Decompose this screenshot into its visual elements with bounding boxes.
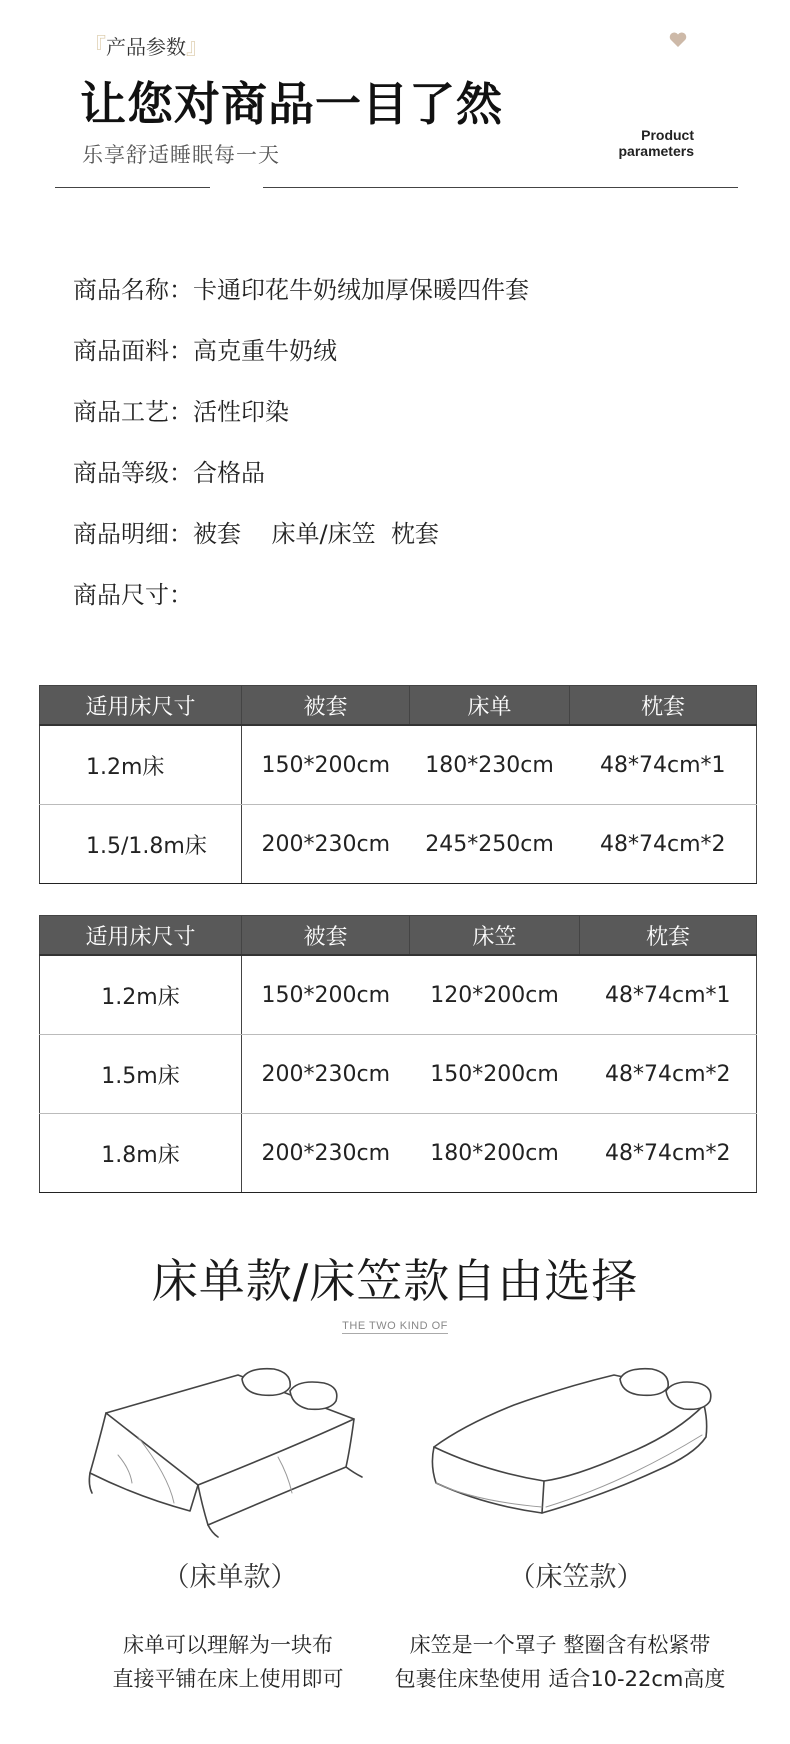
page-subline: 乐享舒适睡眠每一天 [82, 143, 280, 167]
table-cell: 200*230cm [242, 1114, 410, 1193]
table-cell: 1.5/1.8m床 [40, 805, 242, 884]
spec-craft [73, 392, 289, 427]
table-header: 枕套 [570, 686, 757, 726]
table-row [40, 1035, 757, 1114]
table-header: 枕套 [580, 916, 757, 956]
table-cell: 150*200cm [242, 725, 410, 805]
spec-label: 商品尺寸： [73, 581, 193, 609]
table-cell: 1.2m床 [40, 955, 242, 1035]
fitted-sheet-desc-line1: 床笠是一个罩子 整圈含有松紧带 [409, 1633, 711, 1657]
table-row [40, 955, 757, 1035]
tag-text: 产品参数 [106, 35, 187, 59]
english-tag-line2: parameters [618, 143, 694, 159]
spec-details [73, 514, 439, 549]
flat-sheet-desc-line1: 床单可以理解为一块布 [123, 1633, 333, 1657]
table-header: 被套 [242, 686, 410, 726]
spec-value: 高克重牛奶绒 [193, 337, 337, 365]
flat-sheet-illustration [78, 1365, 378, 1540]
table-cell: 200*230cm [242, 1035, 410, 1114]
table-row [40, 725, 757, 805]
table-cell: 150*200cm [242, 955, 410, 1035]
fitted-sheet-desc-line2: 包裹住床垫使用 适合10-22cm高度 [394, 1667, 726, 1691]
heart-icon [668, 30, 688, 50]
table-cell: 48*74cm*2 [580, 1114, 757, 1193]
table-cell: 1.8m床 [40, 1114, 242, 1193]
spec-label: 商品名称： [73, 276, 193, 304]
english-tag [588, 127, 694, 159]
spec-value: 被套 床单/床笠 枕套 [193, 520, 439, 548]
tag-bracket-close: 』 [186, 35, 209, 60]
size-table-fitted [39, 915, 757, 1193]
table-cell: 48*74cm*2 [570, 805, 757, 884]
table-cell: 1.5m床 [40, 1035, 242, 1114]
spec-size [73, 575, 193, 610]
page-headline: 让您对商品一目了然 [80, 77, 503, 131]
spec-value: 合格品 [193, 459, 265, 487]
table-cell: 48*74cm*2 [580, 1035, 757, 1114]
table-cell: 48*74cm*1 [580, 955, 757, 1035]
spec-label: 商品等级： [73, 459, 193, 487]
table-header-row [40, 686, 757, 726]
size-table-sheet [39, 685, 757, 884]
table-header: 床单 [410, 686, 570, 726]
choice-subtitle: THE TWO KIND OF [342, 1320, 448, 1332]
table-cell: 180*230cm [410, 725, 570, 805]
spec-label: 商品工艺： [73, 398, 193, 426]
flat-sheet-caption: （床单款） [162, 1562, 298, 1593]
tag-bracket-open: 『 [84, 35, 107, 60]
spec-value: 活性印染 [193, 398, 289, 426]
choice-title: 床单款/床笠款自由选择 [151, 1254, 639, 1308]
fitted-sheet-description [360, 1628, 760, 1696]
table-cell: 150*200cm [410, 1035, 580, 1114]
divider-right [263, 187, 738, 188]
spec-name [73, 270, 529, 305]
table-header: 适用床尺寸 [40, 916, 242, 956]
table-cell: 1.2m床 [40, 725, 242, 805]
table-header: 适用床尺寸 [40, 686, 242, 726]
table-header-row [40, 916, 757, 956]
fitted-sheet-illustration [424, 1365, 724, 1540]
table-row [40, 1114, 757, 1193]
spec-label: 商品面料： [73, 337, 193, 365]
table-header: 被套 [242, 916, 410, 956]
spec-grade [73, 453, 265, 488]
divider-left [55, 187, 210, 188]
table-cell: 180*200cm [410, 1114, 580, 1193]
spec-value: 卡通印花牛奶绒加厚保暖四件套 [193, 276, 529, 304]
spec-label: 商品明细： [73, 520, 193, 548]
flat-sheet-desc-line2: 直接平铺在床上使用即可 [112, 1667, 344, 1691]
spec-fabric [73, 331, 337, 366]
table-row [40, 805, 757, 884]
table-cell: 245*250cm [410, 805, 570, 884]
section-tag [84, 30, 208, 61]
table-cell: 200*230cm [242, 805, 410, 884]
table-cell: 120*200cm [410, 955, 580, 1035]
table-cell: 48*74cm*1 [570, 725, 757, 805]
english-tag-line1: Product [641, 127, 694, 143]
fitted-sheet-caption: （床笠款） [508, 1562, 644, 1593]
table-header: 床笠 [410, 916, 580, 956]
